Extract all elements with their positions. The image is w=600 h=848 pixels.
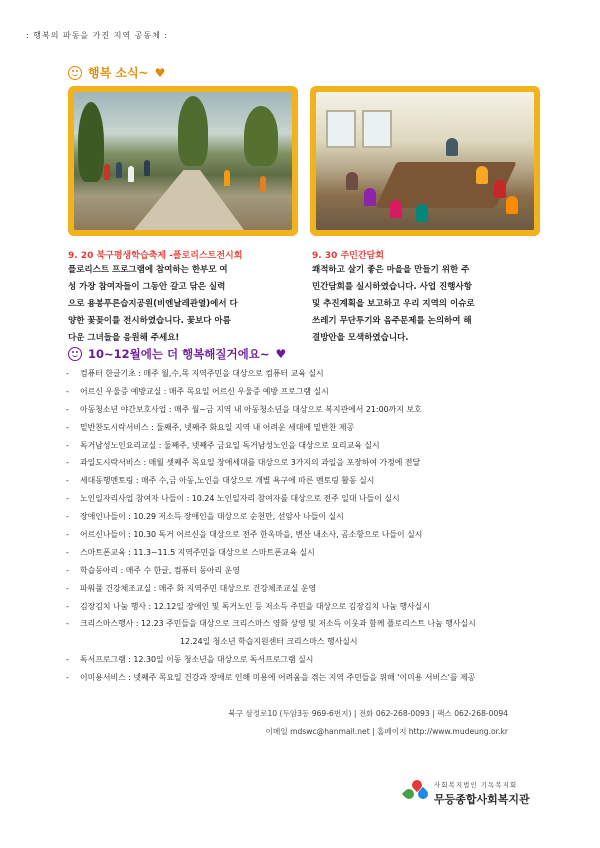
description-line: 플로리스트 프로그램에 참여하는 한부모 여 (68, 265, 228, 275)
program-item: - 노인일자리사업 참여자 나들이 : 10.24 노인일자리 참여자를 대상으로 전주 일대 나들이 실시 (66, 494, 400, 504)
program-item: - 이미용서비스 : 넷째주 목요일 건강과 장애로 인해 미용에 어려움을 겪는 지역 주민들을 위해 '이미용 서비스'를 제공 (66, 673, 476, 683)
heart-icon: ♥ (275, 347, 287, 361)
description-line: 결방안을 모색하였습니다. (312, 333, 409, 343)
smiley-icon (68, 347, 82, 361)
news-section-title (68, 64, 165, 81)
program-item: - 크리스마스행사 : 12.23 주민들을 대상으로 크리스마스 영화 상영 및 저소득 이웃과 함께 플로리스트 나눔 행사실시 (66, 619, 476, 629)
upcoming-section-title (68, 346, 286, 362)
organization-logo-block (402, 768, 552, 808)
program-item: - 파워풀 건강체조교실 : 매주 화 지역주민 대상으로 건강체조교실 운영 (66, 583, 317, 593)
footer-contact: 이메일 mdswc@hanmail.net | 홈페이지 http://www.mudeung.or.kr (265, 727, 508, 736)
program-item: - 밑반찬도시락서비스 : 둘째주, 넷째주 화요일 지역 내 어려운 세대에 밑반찬 제공 (66, 422, 355, 432)
florist-exhibition-photo-frame (68, 86, 298, 236)
program-item: - 김장김치 나눔 행사 : 12.12일 장애인 및 독거노인 등 저소득 주민을 대상으로 김장김치 나눔 행사실시 (66, 601, 431, 611)
event-description-meeting (312, 262, 534, 347)
organization-name: 무등종합사회복지관 (434, 793, 530, 806)
program-item: - 컴퓨터 한글기초 : 매주 월,수,목 지역주민을 대상으로 컴퓨터 교육 실시 (66, 369, 324, 378)
heart-icon: ♥ (154, 65, 166, 80)
florist-exhibition-photo (74, 92, 292, 230)
upcoming-title-text: 10~12월에는 더 행복해질거에요~ (88, 347, 270, 361)
residents-meeting-photo-frame (310, 86, 540, 236)
program-item: - 장애인나들이 : 10.29 저소득 장애인을 대상으로 순천만, 선암사 나들이 실시 (66, 512, 344, 522)
smiley-icon (68, 66, 82, 80)
description-line: 쓰레기 무단투기와 음주문제를 논의하여 해 (312, 316, 472, 326)
program-item: - 독서프로그램 : 12.30일 이동 청소년을 대상으로 독서프로그램 실시 (66, 655, 314, 665)
program-item: - 학습동아리 : 매주 수 한글, 컴퓨터 동아리 운영 (66, 565, 240, 575)
program-item: - 스마트폰교육 : 11.3~11.5 지역주민을 대상으로 스마트폰교육 실시 (66, 547, 315, 557)
event-caption-meeting: 9. 30 주민간담회 (312, 251, 384, 261)
description-line: 및 추진계획을 보고하고 우리 지역의 이슈로 (312, 299, 475, 309)
description-line: 성 가장 참여자들이 그동안 갈고 닦은 실력 (68, 282, 226, 292)
description-line: 민간담회를 실시하였습니다. 사업 진행사항 (312, 282, 472, 292)
description-line: 쾌적하고 살기 좋은 마을을 만들기 위한 주 (312, 265, 470, 275)
program-item: - 아동청소년 야간보호사업 : 매주 월~금 지역 내 아동청소년을 대상으로 복지관에서 21:00까지 보호 (66, 404, 422, 414)
description-line: 으로 용봉푸른습지공원(비엔날레관열)에서 다 (68, 299, 238, 309)
event-description-florist (68, 262, 290, 347)
program-item: - 세대동행멘토링 : 매주 수,금 아동,노인을 대상으로 개별 욕구에 따른 멘토링 활동 실시 (66, 476, 375, 486)
event-caption-florist: 9. 20 북구평생학습축제 -플로리스트전시회 (68, 251, 243, 261)
newsletter-tagline: : 행복의 파동을 가진 지역 공동체 : (26, 31, 169, 40)
description-line: 양한 꽃꽂이를 전시하였습니다. 꽃보다 아름 (68, 316, 231, 326)
organization-logo-icon (404, 780, 430, 806)
organization-subtitle: 사회복지법인 기독복지회 (434, 781, 518, 789)
footer-address: 북구 삼정로10 (두암3동 969-6번지) | 전화 062-268-0093 | 팩스 062-268-0094 (228, 709, 508, 718)
program-item: - 독거남성노인요리교실 : 둘째주, 넷째주 금요일 독거남성노인을 대상으로 요리교육 실시 (66, 440, 380, 450)
description-line: 다운 그녀들을 응원해 주세요! (68, 333, 180, 343)
residents-meeting-photo (316, 92, 534, 230)
program-item-continuation: 12.24일 청소년 학습지원센터 크리스마스 행사실시 (180, 637, 358, 647)
program-list (66, 365, 546, 687)
program-item: - 어르신나들이 : 10.30 독거 어르신을 대상으로 전주 한옥마을, 변산 내소사, 곰소항으로 나들이 실시 (66, 530, 423, 540)
program-item: - 과일도시락서비스 : 매월 셋째주 목요일 장애세대를 대상으로 3가지의 과일을 포장하여 가정에 전달 (66, 458, 421, 468)
program-item: - 어르신 우울증 예방교실 : 매주 목요일 어르신 우울증 예방 프로그램 실시 (66, 386, 329, 396)
news-title-text: 행복 소식~ (88, 66, 149, 80)
